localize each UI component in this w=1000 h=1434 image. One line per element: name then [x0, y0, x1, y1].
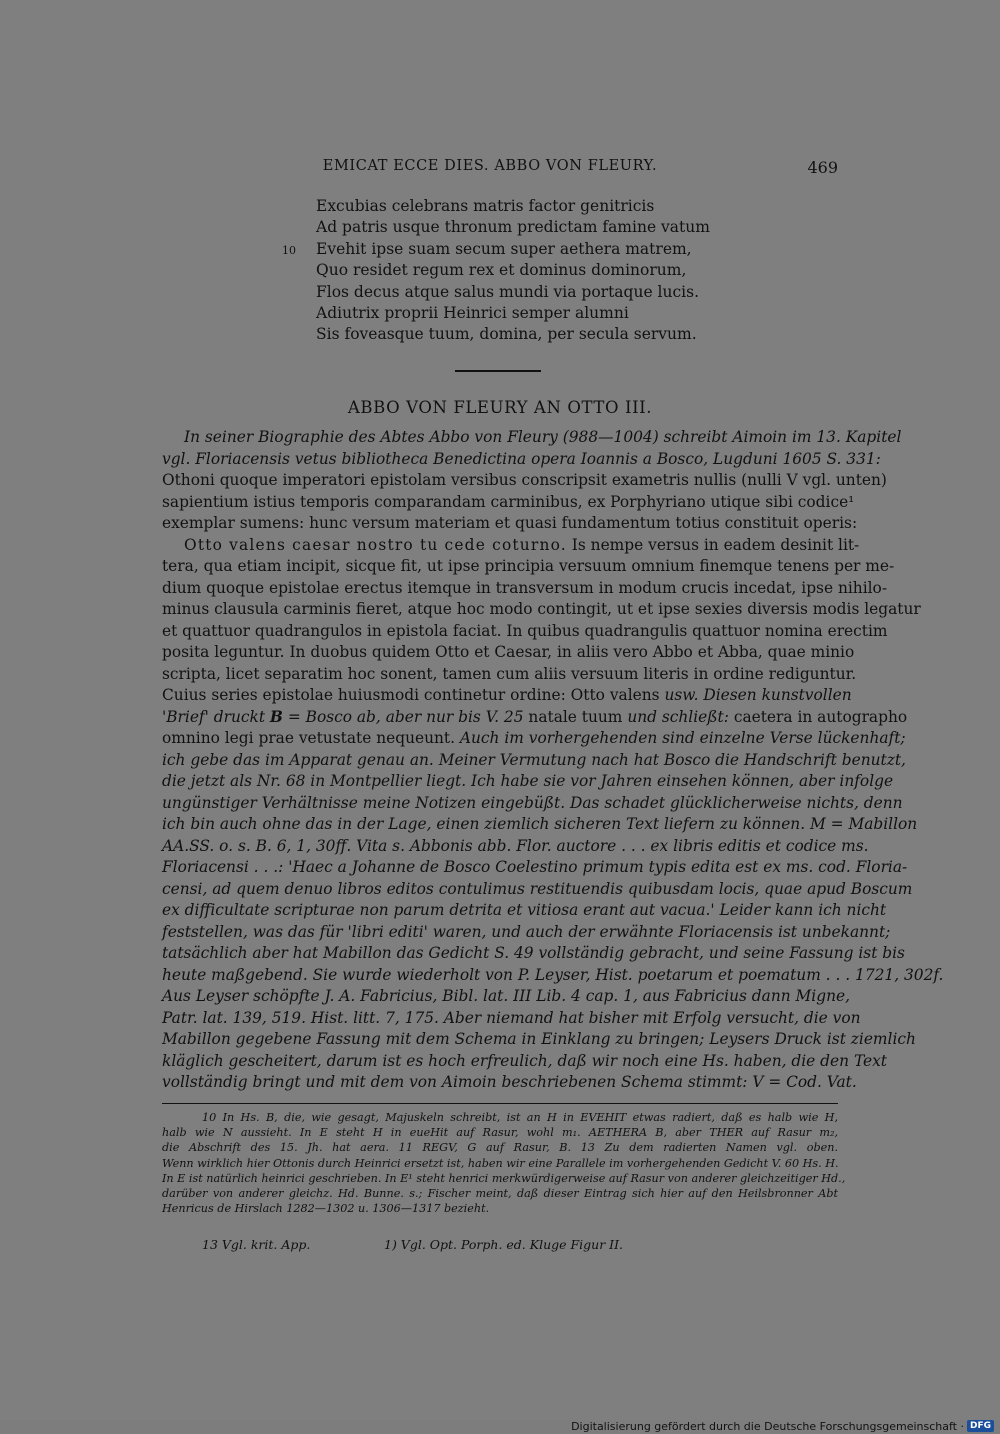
poem-line: Sis foveasque tuum, domina, per secula servum.	[316, 325, 697, 344]
text-line: dium quoque epistolae erectus itemque in transversum in modum crucis incedat, ipse nihilo-	[162, 578, 888, 597]
running-title: EMICAT ECCE DIES. ABBO VON FLEURY.	[322, 158, 658, 174]
text-line: 'Brief' druckt B = Bosco ab, aber nur bis V. 25 natale tuum und schließt: caetera in autographo	[162, 707, 908, 726]
credit-text: Digitalisierung gefördert durch die Deutsche Forschungsgemeinschaft ·	[571, 1419, 964, 1433]
reference-right: 1) Vgl. Opt. Porph. ed. Kluge Figur II.	[384, 1237, 624, 1252]
text-line: Mabillon gegebene Fassung mit dem Schema in Einklang zu bringen; Leysers Druck ist ziemlich	[162, 1030, 916, 1048]
text-line: heute maßgebend. Sie wurde wiederholt von P. Leyser, Hist. poetarum et poematum . . . 1721, 302f.	[162, 965, 944, 984]
text-line: et quattuor quadrangulos in epistola faciat. In quibus quadrangulis quattuor nomina erectim	[162, 621, 888, 640]
text-line: Cuius series epistolae huiusmodi continetur ordine: Otto valens usw. Diesen kunstvollen	[162, 686, 852, 704]
digitization-credit	[571, 1418, 994, 1434]
text-line: Patr. lat. 139, 519. Hist. litt. 7, 175. Aber niemand hat bisher mit Erfolg versucht, die von	[162, 1008, 861, 1027]
footnote-line: 10 In Hs. B, die, wie gesagt, Majuskeln schreibt, ist an H in EVEHIT etwas radiert, daß es halb wie H,	[202, 1111, 838, 1124]
footnote-line: Henricus de Hirslach 1282—1302 u. 1306—1317 bezieht.	[162, 1202, 490, 1216]
dfg-logo-icon: DFG	[967, 1420, 994, 1432]
text-line: kläglich gescheitert, darum ist es hoch erfreulich, daß wir noch eine Hs. haben, die den Text	[162, 1051, 887, 1070]
text-line: ungünstiger Verhältnisse meine Notizen eingebüßt. Das schadet glücklicherweise nichts, denn	[162, 793, 903, 812]
text-line: tatsächlich aber hat Mabillon das Gedicht S. 49 vollständig gebracht, und seine Fassung ist bis	[162, 944, 905, 962]
text-line: tera, qua etiam incipit, sicque fit, ut ipse principia versuum omnium finemque tenens per me-	[162, 557, 895, 575]
text-line: Floriacensi . . .: 'Haec a Johanne de Bosco Coelestino primum typis edita est ex ms. cod. Floria-	[162, 858, 908, 876]
text-line: Otto valens caesar nostro tu cede coturno. Is nempe versus in eadem desinit lit-	[184, 535, 860, 554]
text-line: die jetzt als Nr. 68 in Montpellier liegt. Ich habe sie vor Jahren einsehen können, aber infolge	[162, 772, 894, 790]
text-line: vollständig bringt und mit dem von Aimoin beschriebenen Schema stimmt: V = Cod. Vat.	[162, 1073, 857, 1091]
page-number: 469	[807, 158, 838, 177]
references	[202, 1237, 802, 1255]
text-line: ex difficultate scripturae non parum detrita et vitiosa erant aut vacua.' Leider kann ich nicht	[162, 901, 887, 919]
text-line: Othoni quoque imperatori epistolam versibus conscripsit exametris nullis (nulli V vgl. unten)	[162, 471, 887, 489]
page-header	[162, 158, 838, 182]
footnote-line: Wenn wirklich hier Ottonis durch Heinrici ersetzt ist, haben wir eine Parallele im vorhergehenden Gedicht V. 60 Hs. H.	[162, 1156, 839, 1170]
footnote-divider	[162, 1103, 838, 1104]
footnote-line: In E ist natürlich heinrici geschrieben. In E¹ steht henrici merkwürdigerweise auf Rasur von anderer gleichzeitiger Hd.,	[162, 1171, 846, 1185]
text-line: AA.SS. o. s. B. 6, 1, 30ff. Vita s. Abbonis abb. Flor. auctore . . . ex libris editis et codice ms.	[162, 836, 869, 855]
text-line: feststellen, was das für 'libri editi' waren, und auch der erwähnte Floriacensis ist unbekannt;	[162, 922, 891, 941]
section-divider	[455, 370, 541, 372]
poem-line: Adiutrix proprii Heinrici semper alumni	[316, 303, 629, 322]
text-line: ich gebe das im Apparat genau an. Meiner Vermutung nach hat Bosco die Handschrift benutzt,	[162, 750, 906, 769]
text-line: sapientium istius temporis comparandam carminibus, ex Porphyriano utique sibi codice¹	[162, 492, 855, 511]
text-line: minus clausula carminis fieret, atque hoc modo contingit, ut et ipse sexies diversis modis legatur	[162, 600, 921, 618]
poem-line: Ad patris usque thronum predictam famine vatum	[316, 218, 710, 237]
poem-line: Flos decus atque salus mundi via portaque lucis.	[316, 282, 700, 301]
body-text	[162, 427, 944, 1094]
critical-apparatus	[162, 1110, 846, 1216]
text-line: omnino legi prae vetustate nequeunt. Auch im vorhergehenden sind einzelne Verse lückenhaft;	[162, 729, 906, 747]
section-title: ABBO VON FLEURY AN OTTO III.	[347, 398, 653, 417]
footnote-line: darüber von anderer gleichz. Hd. Bunne. s.; Fischer meint, daß dieser Eintrag sich hier auf den Heilsbronner Abt	[162, 1186, 838, 1200]
text-line: vgl. Floriacensis vetus bibliotheca Benedictina opera Ioannis a Bosco, Lugduni 1605 S. 331:	[162, 449, 881, 468]
text-line: In seiner Biographie des Abtes Abbo von Fleury (988—1004) schreibt Aimoin im 13. Kapitel	[184, 428, 902, 446]
text-line: posita leguntur. In duobus quidem Otto et Caesar, in aliis vero Abbo et Abba, quae minio	[162, 643, 855, 661]
text-line: censi, ad quem denuo libros editos contulimus restituendis quibusdam locis, quae apud Boscum	[162, 879, 913, 898]
footnote-line: halb wie N aussieht. In E steht H in eueHit auf Rasur, wohl m₁. AETHERA B, aber THER auf Rasur m₂,	[162, 1126, 838, 1140]
line-number: 10	[282, 243, 296, 257]
text-line: Aus Leyser schöpfte J. A. Fabricius, Bibl. lat. III Lib. 4 cap. 1, aus Fabricius dann Migne,	[162, 987, 850, 1005]
poem-line: Excubias celebrans matris factor genitricis	[316, 197, 655, 215]
poem-line: 10 Evehit ipse suam secum super aethera matrem,	[282, 239, 722, 260]
reference-left: 13 Vgl. krit. App.	[202, 1237, 311, 1252]
footnote-line: die Abschrift des 15. Jh. hat aera. 11 REGV, G auf Rasur, B. 13 Zu dem radierten Namen vgl. oben.	[162, 1141, 838, 1155]
text-line: ich bin auch ohne das in der Lage, einen ziemlich sicheren Text liefern zu können. M = Mabillon	[162, 815, 918, 833]
quoted-verse: Otto valens caesar nostro tu cede coturno.	[184, 535, 567, 554]
poem-line: Quo residet regum rex et dominus dominorum,	[316, 261, 687, 280]
poem	[282, 196, 722, 346]
text-line: exemplar sumens: hunc versum materiam et quasi fundamentum totius constituit operis:	[162, 514, 858, 532]
text-line: scripta, licet separatim hoc sonent, tamen cum aliis versuum literis in ordine rediguntur.	[162, 664, 857, 683]
